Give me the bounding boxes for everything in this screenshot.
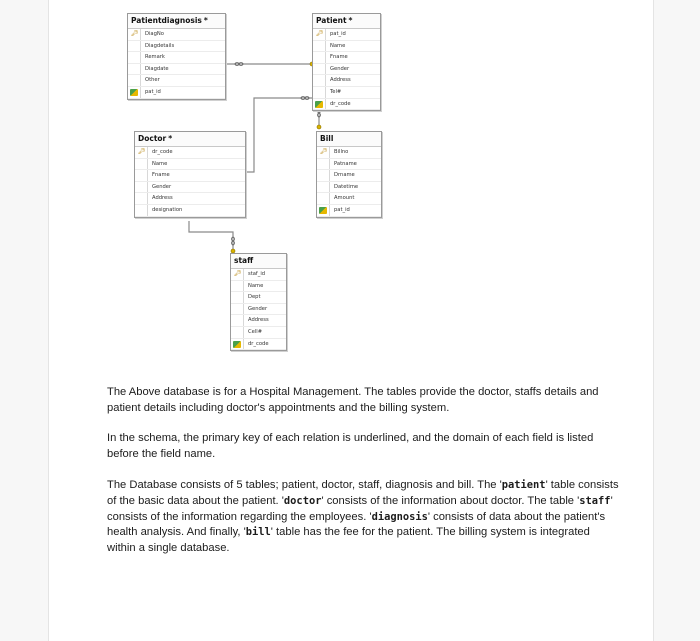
- foreign-key-icon: [319, 207, 327, 214]
- paragraph-schema: [107, 431, 619, 463]
- field-row: [313, 75, 380, 87]
- field-name: Tel#: [330, 88, 342, 95]
- foreign-key-icon: [233, 341, 241, 348]
- paragraph-text: The Above database is for a Hospital Management. The tables provide the doctor, staffs details and patient details including doctor's appointments and the billing system.: [107, 386, 599, 414]
- foreign-key-icon: [315, 101, 323, 108]
- field-row: [231, 292, 286, 304]
- code-term: staff: [579, 494, 611, 507]
- text-run: ' table has the fee for the patient. The billing system is integrated within a single database.: [107, 526, 590, 555]
- field-name: designation: [152, 206, 183, 213]
- field-row: [231, 339, 286, 351]
- field-row: [128, 64, 225, 76]
- field-row: [128, 87, 225, 99]
- table-patient[interactable]: [312, 13, 381, 111]
- field-name: Name: [152, 160, 168, 167]
- table-title: [135, 132, 245, 147]
- paragraph-intro: [107, 385, 619, 417]
- field-row: [135, 205, 245, 217]
- field-row: [128, 41, 225, 53]
- text-run: ' consists of data about the patient's health analysis. And finally, ': [107, 510, 606, 539]
- code-term: diagnosis: [371, 510, 428, 523]
- code-term: patient: [501, 479, 546, 491]
- field-name: staf_id: [248, 271, 266, 277]
- text-run: ' table consists of the basic data about the patient. ': [107, 479, 619, 507]
- field-row: [231, 315, 286, 327]
- field-name: Address: [330, 77, 351, 84]
- asterisk: *: [168, 134, 173, 143]
- field-row: [317, 205, 381, 217]
- table-title: [317, 132, 381, 147]
- primary-key-icon: 🔑︎: [316, 30, 324, 37]
- field-row: [231, 281, 286, 293]
- field-name: Name: [248, 282, 264, 289]
- field-name: Diagdetails: [145, 42, 175, 49]
- field-name: Remark: [145, 54, 165, 61]
- field-name: Fname: [330, 54, 348, 61]
- field-name: Dept: [248, 294, 261, 301]
- field-name: pat_id: [145, 88, 161, 95]
- table-patientdiagnosis[interactable]: [127, 13, 226, 100]
- field-name: Cell#: [248, 328, 263, 335]
- field-row: [231, 304, 286, 316]
- field-row: [128, 29, 225, 41]
- field-name: pat_id: [334, 206, 350, 213]
- field-row: [135, 159, 245, 171]
- table-name: Doctor: [138, 134, 167, 143]
- field-row: [313, 99, 380, 111]
- field-row: [313, 41, 380, 53]
- field-row: [317, 170, 381, 182]
- primary-key-icon: 🔑︎: [138, 148, 146, 155]
- field-row: [128, 75, 225, 87]
- field-name: Patname: [334, 160, 357, 167]
- field-name: dr_code: [248, 340, 269, 347]
- field-name: Gender: [152, 183, 172, 190]
- field-row: [313, 52, 380, 64]
- paragraph-tables: [107, 478, 619, 557]
- asterisk: *: [203, 16, 208, 25]
- field-name: Address: [248, 317, 269, 324]
- field-row: [313, 87, 380, 99]
- table-title: [313, 14, 380, 29]
- primary-key-icon: 🔑︎: [320, 148, 328, 155]
- code-term: doctor: [283, 494, 322, 507]
- paragraph-text: [107, 478, 619, 557]
- table-staff[interactable]: [230, 253, 287, 351]
- table-name: Bill: [320, 134, 334, 143]
- table-name: Patient: [316, 16, 347, 25]
- field-name: Gender: [248, 305, 268, 312]
- field-name: dr_code: [152, 149, 173, 155]
- field-row: [317, 159, 381, 171]
- primary-key-icon: 🔑︎: [131, 30, 139, 37]
- asterisk: *: [348, 16, 353, 25]
- key-end-marker: [317, 125, 321, 129]
- text-run: The Database consists of 5 tables; patient, doctor, staff, diagnosis and bill. The ': [107, 479, 502, 491]
- link-doctor-staff: [189, 221, 233, 252]
- table-name: Patientdiagnosis: [131, 16, 202, 25]
- field-name: DiagNo: [145, 31, 164, 37]
- primary-key-icon: 🔑︎: [234, 270, 242, 277]
- field-name: Billno: [334, 149, 349, 155]
- field-row: [317, 193, 381, 205]
- field-name: Address: [152, 195, 173, 202]
- field-name: Drname: [334, 172, 355, 179]
- field-row: [231, 269, 286, 281]
- table-title: [128, 14, 225, 29]
- foreign-key-icon: [130, 89, 138, 96]
- text-run: ' consists of the information about doctor. The table ': [321, 494, 580, 507]
- code-term: bill: [245, 526, 271, 539]
- field-row: [135, 193, 245, 205]
- field-name: Gender: [330, 65, 350, 72]
- table-doctor[interactable]: [134, 131, 246, 218]
- field-name: Datetime: [334, 183, 359, 190]
- field-row: [313, 29, 380, 41]
- field-row: [317, 182, 381, 194]
- field-name: Name: [330, 42, 346, 49]
- table-name: staff: [234, 256, 254, 265]
- field-name: dr_code: [330, 100, 351, 107]
- field-name: Amount: [334, 195, 355, 202]
- table-bill[interactable]: [316, 131, 382, 218]
- text-run: ' consists of the information regarding the employees. ': [107, 494, 613, 523]
- field-row: [313, 64, 380, 76]
- field-name: Diagdate: [145, 65, 169, 72]
- field-name: Other: [145, 77, 160, 84]
- field-row: [135, 170, 245, 182]
- table-title: [231, 254, 286, 269]
- field-row: [128, 52, 225, 64]
- field-row: [317, 147, 381, 159]
- field-name: pat_id: [330, 31, 346, 37]
- field-row: [231, 327, 286, 339]
- link-patient-doctor: [244, 98, 312, 172]
- field-row: [135, 147, 245, 159]
- field-name: Fname: [152, 172, 170, 179]
- field-row: [135, 182, 245, 194]
- paragraph-text: In the schema, the primary key of each relation is underlined, and the domain of each field is listed before the field name.: [107, 432, 594, 460]
